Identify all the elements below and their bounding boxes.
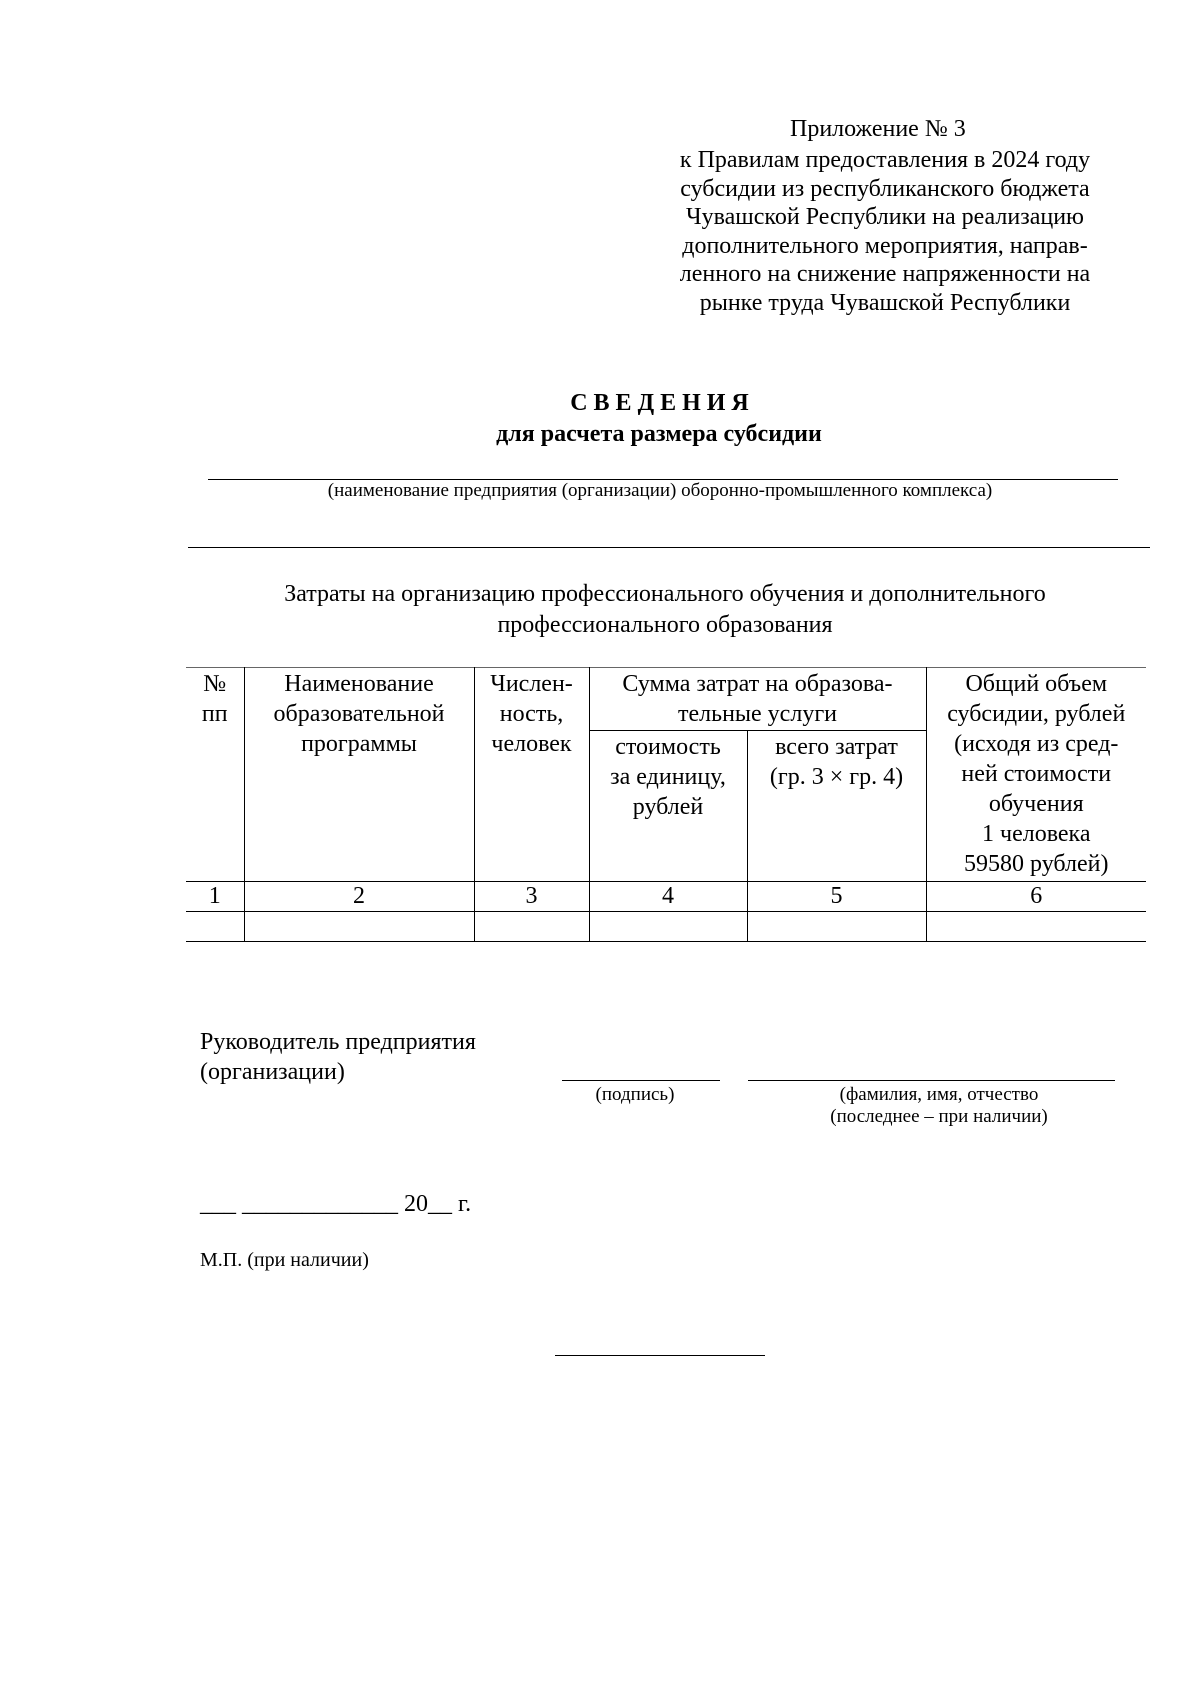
- table-cell[interactable]: [926, 912, 1146, 942]
- column-number: 4: [589, 882, 747, 912]
- table-header-row: [186, 668, 1146, 731]
- table-cell[interactable]: [474, 912, 589, 942]
- header-number: № пп: [186, 668, 244, 882]
- header-headcount: Числен- ность, человек: [474, 668, 589, 882]
- appendix-title: Приложение № 3: [790, 116, 966, 142]
- header-total-subsidy: Общий объем субсидии, рублей (исходя из сред- ней стоимости обучения 1 человека 59580 рублей): [926, 668, 1146, 882]
- header-program-name: Наименование образовательной программы: [244, 668, 474, 882]
- full-name-line: [748, 1080, 1115, 1081]
- table-cell[interactable]: [186, 912, 244, 942]
- table-cell[interactable]: [747, 912, 926, 942]
- date-line: ___ _____________ 20__ г.: [200, 1191, 472, 1217]
- column-number-row: [186, 882, 1146, 912]
- appendix-body: к Правилам предоставления в 2024 году субсидии из республиканского бюджета Чувашской Республики на реализацию дополнительного мероприятия, направ- ленного на снижение напряженности на рынке труда Чувашской Республики: [679, 147, 1091, 316]
- organization-name-caption: (наименование предприятия (организации) оборонно-промышленного комплекса): [327, 480, 993, 501]
- section-heading: Затраты на организацию профессионального обучения и дополнительного профессионального образования: [284, 581, 1046, 638]
- column-number: 1: [186, 882, 244, 912]
- table-cell[interactable]: [244, 912, 474, 942]
- header-service-costs: Сумма затрат на образова- тельные услуги: [589, 668, 926, 731]
- table-row: [186, 912, 1146, 942]
- signature-caption: (подпись): [595, 1084, 675, 1105]
- column-number: 6: [926, 882, 1146, 912]
- document-title: СВЕДЕНИЯ: [570, 390, 755, 416]
- document-subtitle: для расчета размера субсидии: [496, 421, 822, 447]
- organization-second-line: [188, 547, 1150, 548]
- table-cell[interactable]: [589, 912, 747, 942]
- bottom-separator-line: [555, 1355, 765, 1356]
- stamp-note: М.П. (при наличии): [200, 1249, 369, 1271]
- column-number: 3: [474, 882, 589, 912]
- header-unit-cost: стоимость за единицу, рублей: [589, 731, 747, 882]
- header-total-cost: всего затрат (гр. 3 × гр. 4): [747, 731, 926, 882]
- signature-line: [562, 1080, 720, 1081]
- manager-role-label: Руководитель предприятия (организации): [200, 1029, 476, 1085]
- subsidy-calculation-table: [186, 667, 1146, 942]
- column-number: 2: [244, 882, 474, 912]
- full-name-caption: (фамилия, имя, отчество (последнее – при наличии): [830, 1084, 1048, 1127]
- column-number: 5: [747, 882, 926, 912]
